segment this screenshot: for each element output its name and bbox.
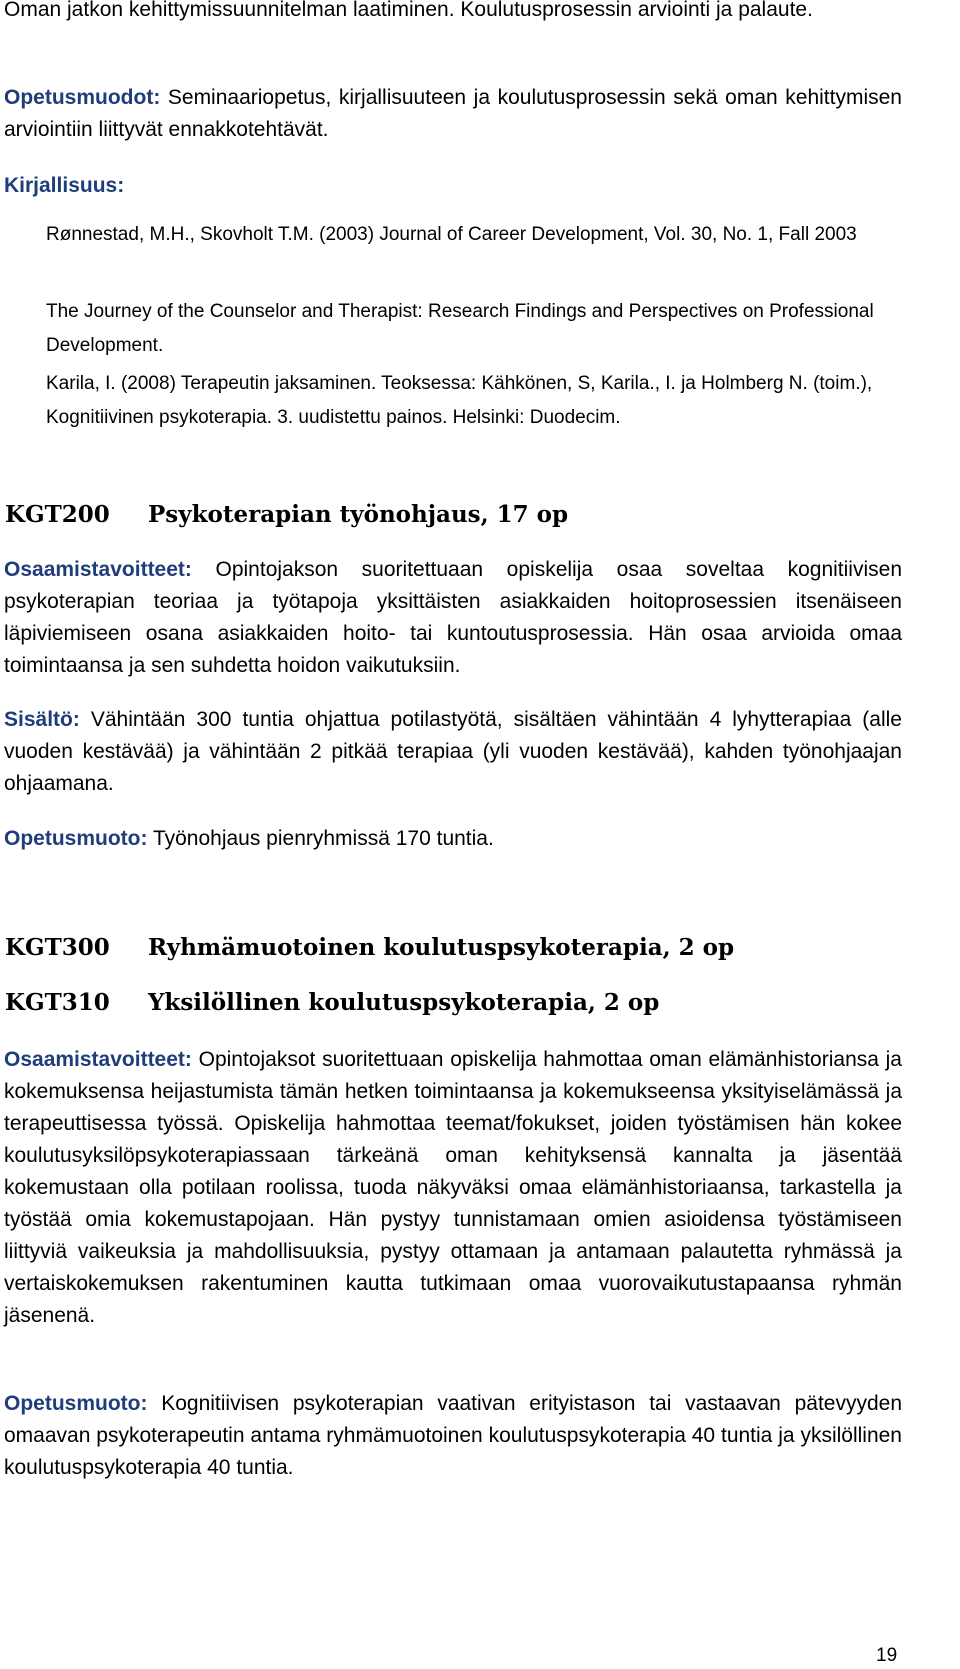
- intro-text: Oman jatkon kehittymissuunnitelman laatiminen. Koulutusprosessin arviointi ja palaute.: [4, 0, 813, 21]
- method-text: Työnohjaus pienryhmissä 170 tuntia.: [147, 827, 494, 850]
- method-label: Opetusmuoto:: [4, 827, 148, 850]
- teaching-methods-paragraph: [4, 82, 902, 146]
- reference-1: Rønnestad, M.H., Skovholt T.M. (2003) Journal of Career Development, Vol. 30, No. 1, Fall 2003: [46, 224, 857, 245]
- intro-paragraph: [4, 0, 902, 26]
- content-text: Vähintään 300 tuntia ohjattua potilastyötä, sisältäen vähintään 4 lyhytterapiaa (alle vuoden kestävää) ja vähintään 2 pitkää terapiaa (yli vuoden kestävää), kahden työnohjaajan ohjaamana.: [4, 708, 902, 795]
- kgt200-content-paragraph: [4, 704, 902, 800]
- methods-text: Seminaariopetus, kirjallisuuteen ja koulutusprosessin sekä oman kehittymisen arviointiin liittyvät ennakkotehtävät.: [4, 86, 902, 141]
- reference-2: The Journey of the Counselor and Therapist: Research Findings and Perspectives on Professional Development.: [46, 301, 874, 356]
- outcomes-text: Opintojaksot suoritettuaan opiskelija hahmottaa oman elämänhistoriansa ja kokemuksensa heijastumista tämän hetken toimintaansa ja kokemukseensa yksityiselämässä ja terapeuttisessa työssä. Opiskelija hahmottaa teemat/fokukset, joiden työstämisen hän kokee koulutusyksilöpsykoterapiassaan tärkeänä oman kehityksensä kannalta ja jäsentää kokemustaan olla potilaan roolissa, tuoda näkyväksi omaa elämänhistoriaansa, tarkastella ja työstää omia kokemustapojaan. Hän pystyy tunnistamaan omien asioidensa työstämiseen liittyviä vaikeuksia ja mahdollisuuksia, pystyy ottamaan ja antamaan palautetta ryhmässä ja vertaiskokemuksen rakentuminen kautta tutkimaan omaa vuorovaikutustapaansa ryhmän jäsenenä.: [4, 1048, 902, 1327]
- page-number: 19: [876, 1645, 898, 1666]
- course-title-kgt310: Yksilöllinen koulutuspsykoterapia, 2 op: [148, 989, 660, 1016]
- outcomes-text: Opintojakson suoritettuaan opiskelija osaa soveltaa kognitiivisen psykoterapian teoriaa ja työtapoja yksittäisten asiakkaiden hoitoprosessien itsenäiseen läpiviemiseen osana asiakkaiden hoito- tai kuntoutusprosessia. Hän osaa arvioida omaa toimintaansa ja sen suhdetta hoidon vaikutuksiin.: [4, 558, 902, 677]
- outcomes-label: Osaamistavoitteet:: [4, 558, 192, 581]
- method-text: Kognitiivisen psykoterapian vaativan erityistason tai vastaavan pätevyyden omaavan psykoterapeutin antama ryhmämuotoinen koulutuspsykoterapia 40 tuntia ja yksilöllinen koulutuspsykoterapia 40 tuntia.: [4, 1392, 902, 1479]
- course-code-kgt200: KGT200: [5, 501, 110, 528]
- course-code-kgt310: KGT310: [5, 989, 110, 1016]
- reference-3: Karila, I. (2008) Terapeutin jaksaminen. Teoksessa: Kähkönen, S, Karila., I. ja Holmberg N. (toim.), Kognitiivinen psykoterapia. 3. uudistettu painos. Helsinki: Duodecim.: [46, 373, 873, 428]
- kgt310-outcomes-paragraph: [4, 1044, 902, 1332]
- methods-label: Opetusmuodot:: [4, 86, 161, 109]
- literature-heading: [4, 170, 902, 202]
- course-title-kgt300: Ryhmämuotoinen koulutuspsykoterapia, 2 op: [148, 934, 735, 961]
- literature-label: Kirjallisuus:: [4, 174, 125, 197]
- course-title-kgt200: Psykoterapian työnohjaus, 17 op: [148, 501, 569, 528]
- kgt200-method-paragraph: [4, 823, 902, 855]
- kgt310-method-paragraph: [4, 1388, 902, 1484]
- outcomes-label: Osaamistavoitteet:: [4, 1048, 192, 1071]
- method-label: Opetusmuoto:: [4, 1392, 148, 1415]
- course-code-kgt300: KGT300: [5, 934, 110, 961]
- kgt200-outcomes-paragraph: [4, 554, 902, 682]
- content-label: Sisältö:: [4, 708, 80, 731]
